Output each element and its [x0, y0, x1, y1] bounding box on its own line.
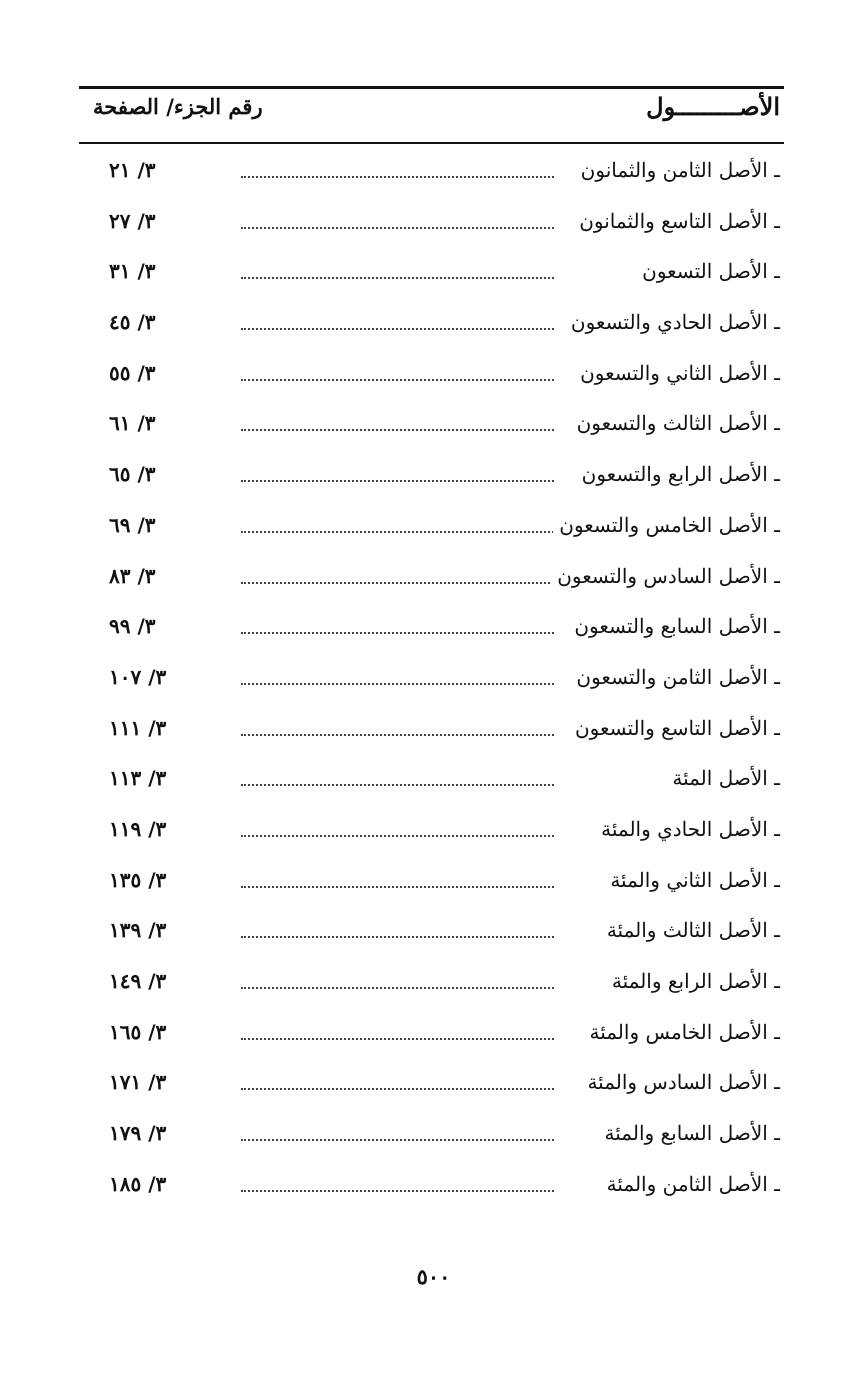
- entry-title: ـ الأصل الحادي والمئة: [595, 817, 780, 841]
- toc-entry: [79, 505, 784, 556]
- entry-title: ـ الأصل الخامس والمئة: [583, 1020, 780, 1044]
- dot-leader: [241, 886, 554, 888]
- toc-entry: [79, 1113, 784, 1164]
- entry-title: ـ الأصل التاسع والتسعون: [569, 716, 780, 740]
- dot-leader: [241, 328, 554, 330]
- entry-page-ref: ٣/ ١٧٩: [109, 1121, 167, 1146]
- toc-entry: [79, 1164, 784, 1215]
- entry-page-ref: ٣/ ٨٣: [109, 563, 156, 588]
- entry-page-ref: ٣/ ٩٩: [109, 614, 156, 639]
- entry-page-ref: ٣/ ٦٥: [109, 462, 156, 487]
- dot-leader: [241, 632, 554, 634]
- dot-leader: [241, 176, 554, 178]
- toc-entry: [79, 910, 784, 961]
- toc-entry: [79, 302, 784, 353]
- toc-entry: [79, 657, 784, 708]
- dot-leader: [241, 227, 554, 229]
- entry-title: ـ الأصل الثالث والتسعون: [571, 411, 780, 435]
- dot-leader: [241, 683, 554, 685]
- entry-title: ـ الأصل السابع والمئة: [599, 1121, 780, 1145]
- entry-title: ـ الأصل السادس والتسعون: [551, 564, 780, 588]
- dot-leader: [241, 480, 554, 482]
- header-principles-label: الأصـــــــــول: [646, 92, 780, 121]
- entry-page-ref: ٣/ ١٧١: [109, 1070, 167, 1095]
- entry-title: ـ الأصل الحادي والتسعون: [565, 310, 780, 334]
- toc-entry: [79, 556, 784, 607]
- toc-entry: [79, 961, 784, 1012]
- dot-leader: [241, 734, 554, 736]
- toc-entry: [79, 403, 784, 454]
- dot-leader: [241, 1190, 554, 1192]
- entry-page-ref: ٣/ ٣١: [109, 259, 156, 284]
- dot-leader: [241, 429, 554, 431]
- entry-page-ref: ٣/ ١٨٥: [109, 1171, 167, 1196]
- entry-title: ـ الأصل الثالث والمئة: [601, 918, 780, 942]
- toc-entries: [79, 150, 784, 1214]
- toc-entry: [79, 708, 784, 759]
- header-rule: [79, 142, 784, 144]
- dot-leader: [241, 987, 554, 989]
- dot-leader: [241, 835, 554, 837]
- entry-title: ـ الأصل السابع والتسعون: [568, 614, 780, 638]
- entry-page-ref: ٣/ ١١٣: [109, 766, 167, 791]
- entry-page-ref: ٣/ ١١١: [109, 715, 167, 740]
- entry-page-ref: ٣/ ٥٥: [109, 360, 156, 385]
- entry-page-ref: ٣/ ٢١: [109, 158, 156, 182]
- entry-title: ـ الأصل التسعون: [636, 259, 780, 283]
- entry-page-ref: ٣/ ١٠٧: [109, 664, 167, 689]
- entry-page-ref: ٣/ ٦٩: [109, 512, 156, 537]
- entry-title: ـ الأصل الثاني والمئة: [604, 868, 780, 892]
- dot-leader: [241, 379, 554, 381]
- dot-leader: [241, 277, 554, 279]
- entry-page-ref: ٣/ ١٦٥: [109, 1019, 167, 1044]
- top-rule: [79, 86, 784, 89]
- toc-entry: [79, 150, 784, 201]
- entry-title: ـ الأصل الرابع والمئة: [606, 969, 780, 993]
- entry-title: ـ الأصل الثامن والمئة: [601, 1172, 780, 1196]
- entry-title: ـ الأصل السادس والمئة: [581, 1070, 780, 1094]
- toc-entry: [79, 1012, 784, 1063]
- entry-title: ـ الأصل الخامس والتسعون: [553, 513, 780, 537]
- entry-page-ref: ٣/ ١٣٩: [109, 918, 167, 943]
- toc-entry: [79, 860, 784, 911]
- entry-page-ref: ٣/ ١٤٩: [109, 969, 167, 993]
- entry-title: ـ الأصل الرابع والتسعون: [576, 462, 780, 486]
- dot-leader: [241, 936, 554, 938]
- entry-page-ref: ٣/ ٢٧: [109, 208, 156, 233]
- entry-page-ref: ٣/ ١١٩: [109, 816, 167, 841]
- entry-page-ref: ٣/ ٤٥: [109, 310, 156, 335]
- dot-leader: [241, 1139, 554, 1141]
- toc-entry: [79, 606, 784, 657]
- entry-title: ـ الأصل الثامن والتسعون: [570, 665, 780, 689]
- toc-entry: [79, 1062, 784, 1113]
- header-volume-page-label: رقم الجزء/ الصفحة: [93, 94, 263, 119]
- footer-page-number: ٥٠٠: [416, 1264, 451, 1289]
- entry-title: ـ الأصل الثامن والثمانون: [575, 158, 780, 182]
- dot-leader: [241, 784, 554, 786]
- dot-leader: [241, 582, 554, 584]
- table-header: [79, 92, 784, 138]
- entry-page-ref: ٣/ ١٣٥: [109, 867, 167, 892]
- toc-entry: [79, 251, 784, 302]
- toc-entry: [79, 809, 784, 860]
- entry-title: ـ الأصل التاسع والثمانون: [573, 209, 780, 233]
- toc-entry: [79, 758, 784, 809]
- entry-title: ـ الأصل الثاني والتسعون: [574, 361, 780, 385]
- entry-page-ref: ٣/ ٦١: [109, 411, 156, 436]
- dot-leader: [241, 1088, 554, 1090]
- toc-entry: [79, 353, 784, 404]
- dot-leader: [241, 531, 554, 533]
- toc-entry: [79, 454, 784, 505]
- entry-title: ـ الأصل المئة: [666, 766, 780, 790]
- dot-leader: [241, 1038, 554, 1040]
- toc-entry: [79, 201, 784, 252]
